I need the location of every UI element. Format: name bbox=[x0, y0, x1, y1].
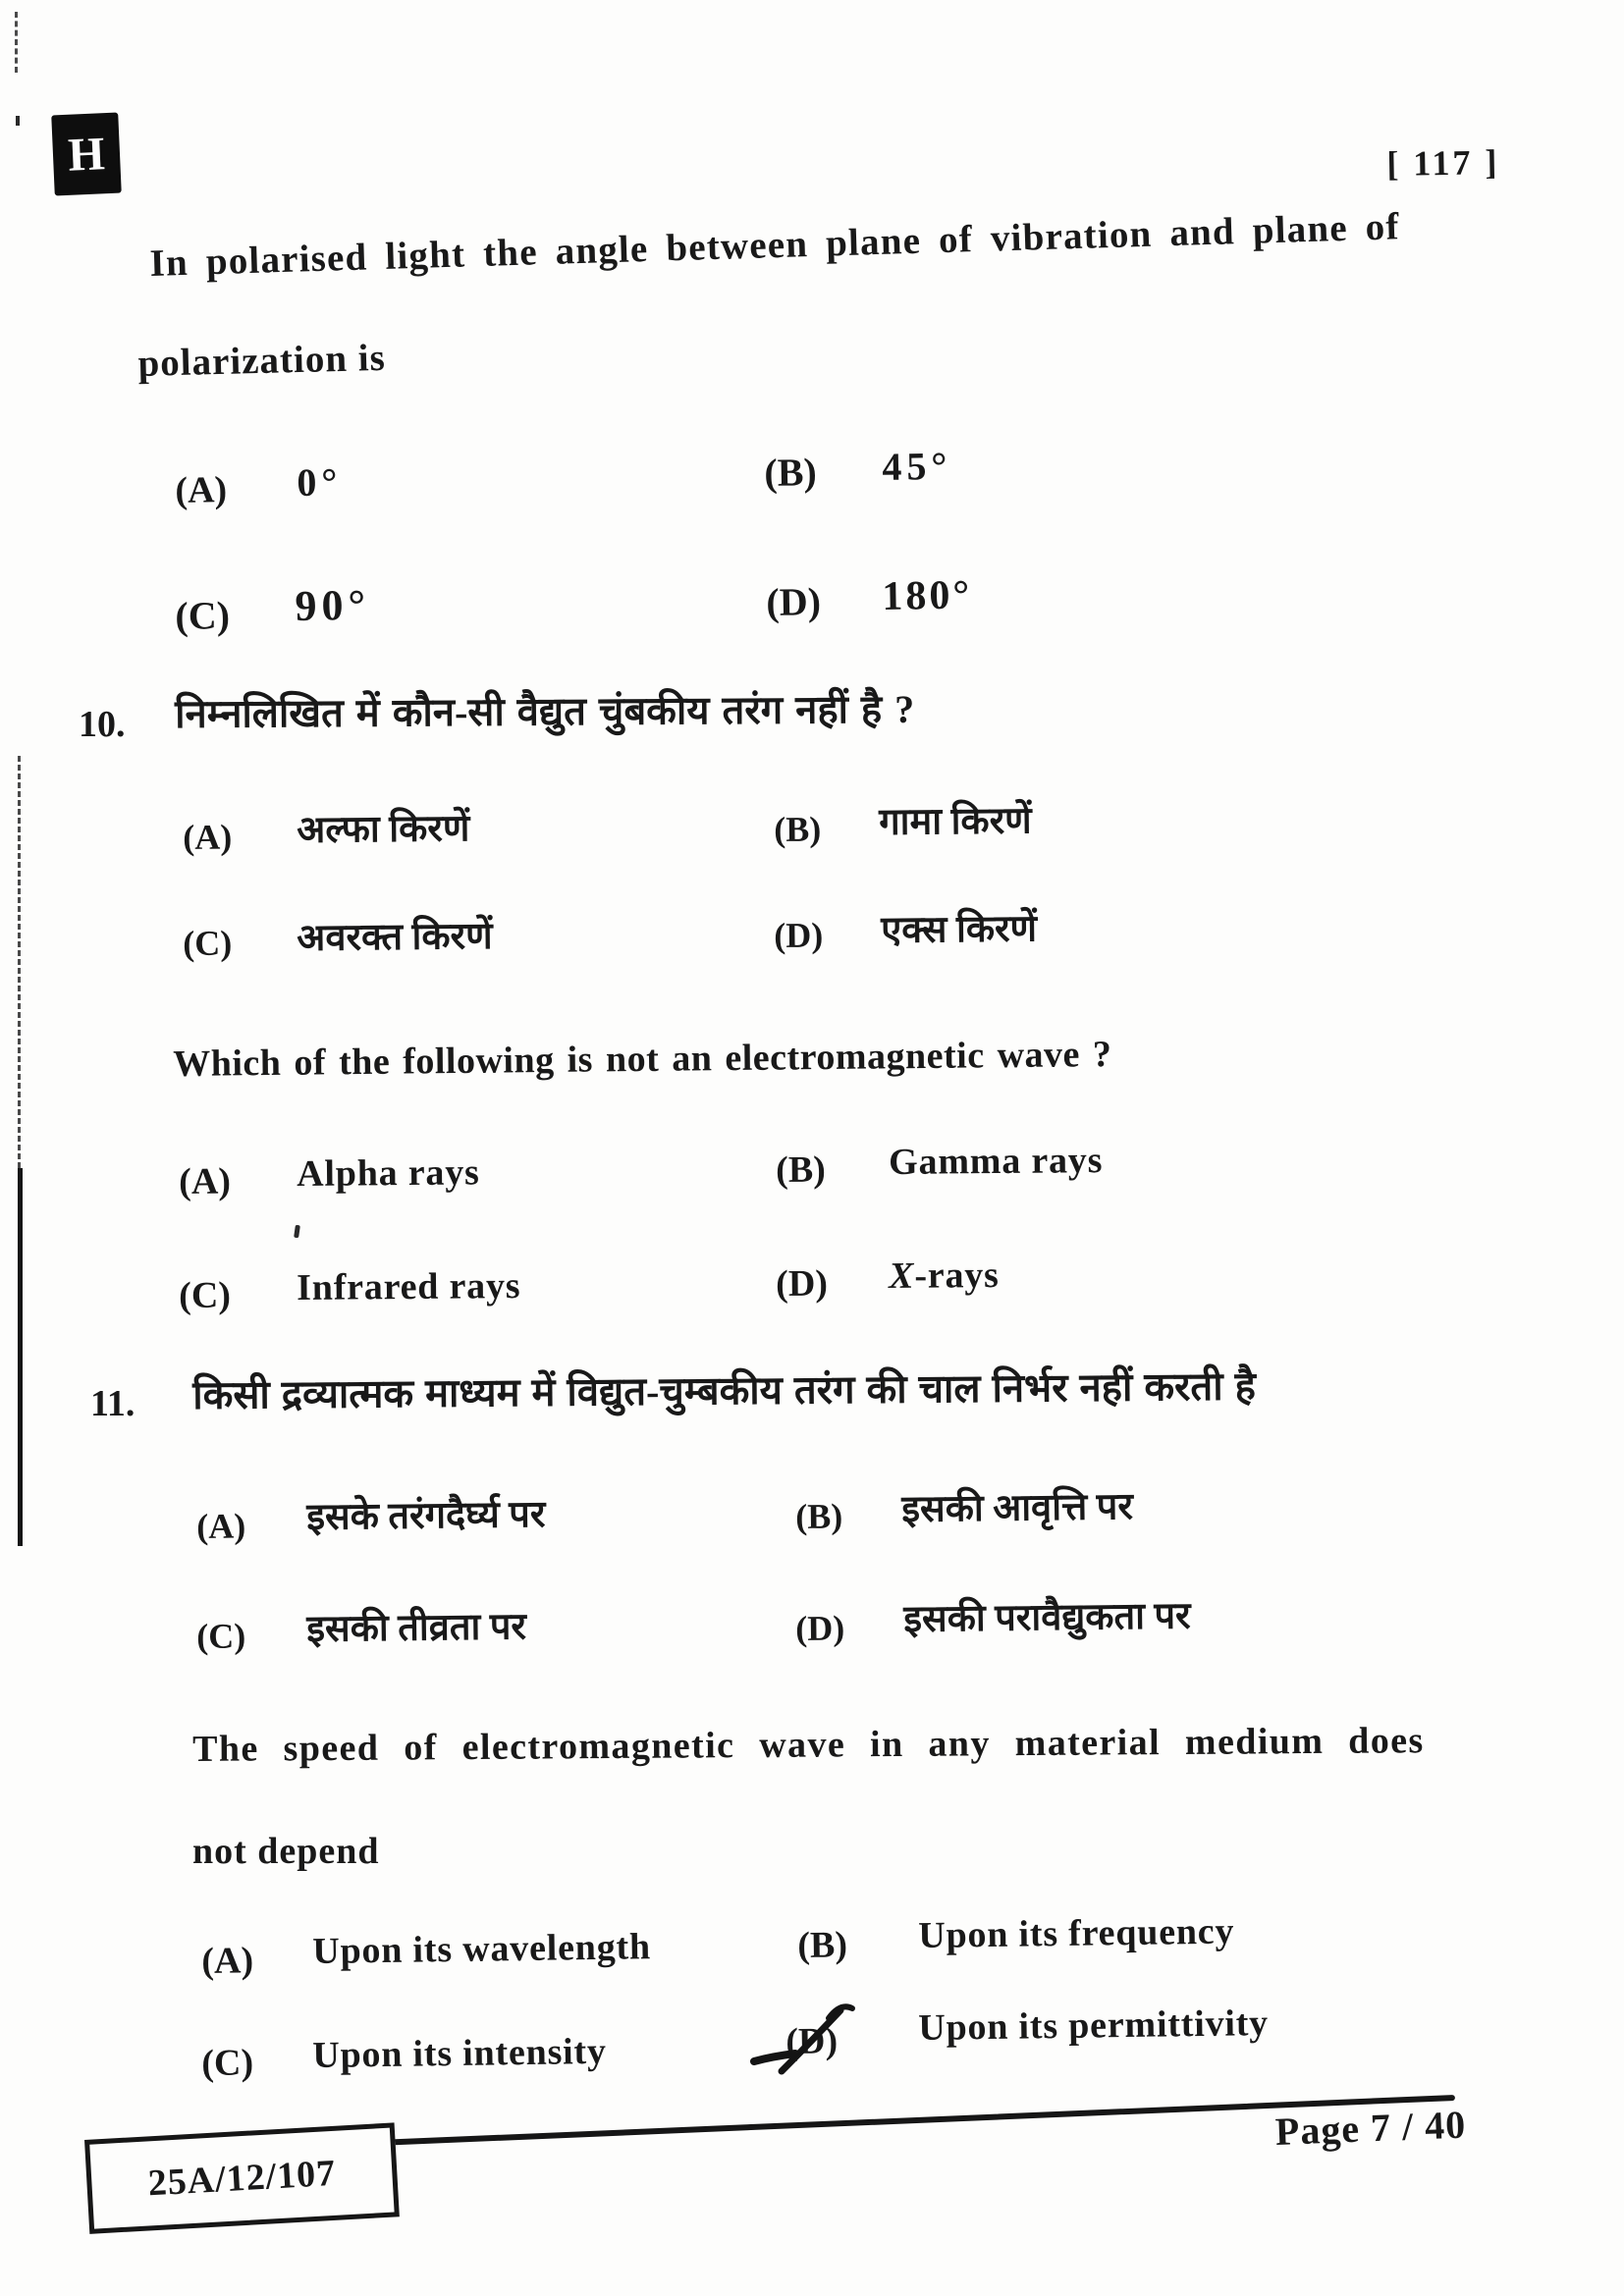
q10-hindi-option-b-label: (B) bbox=[774, 809, 822, 849]
q11-english-option-d-text: Upon its permittivity bbox=[918, 2002, 1270, 2049]
page-reference-number: [ 117 ] bbox=[1386, 141, 1500, 184]
q10-english-option-b-text: Gamma rays bbox=[889, 1140, 1104, 1183]
q11-hindi-option-d-text: इसकी परावैद्युकता पर bbox=[903, 1595, 1191, 1640]
q9-stem-line1: In polarised light the angle between plane of vibration and plane of bbox=[149, 205, 1401, 285]
q11-english-option-a-text: Upon its wavelength bbox=[312, 1926, 652, 1972]
q11-hindi-option-c-text: इसकी तीव्रता पर bbox=[306, 1606, 527, 1650]
handwritten-strike-mark bbox=[750, 1999, 878, 2083]
q10-english-option-a-text: Alpha rays bbox=[297, 1151, 480, 1195]
q11-stem-english-line1: The speed of electromagnetic wave in any material medium does bbox=[192, 1720, 1425, 1770]
language-version-badge bbox=[51, 113, 122, 196]
q9-option-d-label: (D) bbox=[766, 579, 822, 624]
q9-option-b-label: (B) bbox=[764, 450, 818, 495]
q10-stem-hindi: निम्नलिखित में कौन-सी वैद्युत चुंबकीय तरंग नहीं है ? bbox=[175, 686, 915, 736]
q11-stem-english-line2: not depend bbox=[192, 1831, 380, 1872]
booklet-code: 25A/12/107 bbox=[146, 2152, 338, 2205]
q10-stem-english: Which of the following is not an electromagnetic wave ? bbox=[173, 1033, 1112, 1085]
scan-artifact-vertical-line bbox=[18, 1168, 23, 1546]
q9-option-d-value: 180° bbox=[882, 572, 973, 619]
q9-option-c-label: (C) bbox=[175, 593, 231, 638]
q11-english-option-b-text: Upon its frequency bbox=[918, 1910, 1235, 1956]
q10-english-option-a-label: (A) bbox=[179, 1160, 232, 1202]
q10-english-option-c-label: (C) bbox=[179, 1274, 232, 1316]
q10-hindi-option-b-text: गामा किरणें bbox=[879, 800, 1032, 843]
q9-option-c-value: 90° bbox=[295, 580, 371, 630]
q11-hindi-option-b-label: (B) bbox=[795, 1496, 843, 1536]
q10-hindi-option-c-text: अवरक्त किरणें bbox=[297, 915, 493, 959]
scan-artifact-top-dashes bbox=[15, 12, 18, 73]
q10-hindi-option-a-label: (A) bbox=[183, 817, 233, 857]
q10-english-option-b-label: (B) bbox=[776, 1148, 827, 1191]
q10-hindi-option-c-label: (C) bbox=[183, 923, 233, 963]
q11-hindi-option-a-text: इसके तरंगदैर्घ्य पर bbox=[306, 1494, 546, 1538]
q11-hindi-option-a-label: (A) bbox=[196, 1506, 246, 1546]
q11-hindi-option-b-text: इसकी आवृत्ति पर bbox=[901, 1486, 1134, 1530]
q11-english-option-d-label-struck: (D) bbox=[785, 2020, 839, 2062]
page-indicator: Page 7 / 40 bbox=[1274, 2102, 1467, 2154]
q11-number: 11. bbox=[90, 1383, 135, 1424]
q10-english-option-d-text: X-rays bbox=[889, 1255, 1000, 1297]
q11-hindi-option-d-label: (D) bbox=[795, 1608, 845, 1648]
q10-number: 10. bbox=[79, 704, 126, 745]
scan-artifact-mid-dashes bbox=[18, 756, 21, 1168]
q11-english-option-c-label: (C) bbox=[201, 2042, 254, 2084]
q11-stem-hindi: किसी द्रव्यात्मक माध्यम में विद्युत-चुम्बकीय तरंग की चाल निर्भर नहीं करती है bbox=[192, 1363, 1257, 1417]
q9-option-a-label: (A) bbox=[175, 469, 228, 511]
q11-english-option-c-text: Upon its intensity bbox=[312, 2030, 608, 2076]
q11-hindi-option-c-label: (C) bbox=[196, 1616, 246, 1656]
scan-artifact-dot bbox=[16, 116, 20, 126]
q10-hindi-option-d-text: एक्स किरणें bbox=[881, 908, 1038, 951]
q10-hindi-option-d-label: (D) bbox=[774, 915, 824, 955]
q9-stem-line2: polarization is bbox=[137, 336, 387, 385]
scan-artifact-tick bbox=[294, 1225, 300, 1239]
booklet-code-box bbox=[84, 2122, 400, 2233]
q9-option-b-value: 45° bbox=[882, 443, 952, 489]
q11-english-option-b-label: (B) bbox=[797, 1924, 848, 1966]
q10-hindi-option-a-text: अल्फा किरणें bbox=[297, 808, 470, 851]
q11-english-option-a-label: (A) bbox=[201, 1940, 254, 1982]
q10-english-option-d-label: (D) bbox=[776, 1262, 829, 1305]
q10-english-option-c-text: Infrared rays bbox=[297, 1265, 521, 1308]
q9-option-a-value: 0° bbox=[297, 459, 343, 505]
language-badge-letter: H bbox=[67, 127, 106, 182]
